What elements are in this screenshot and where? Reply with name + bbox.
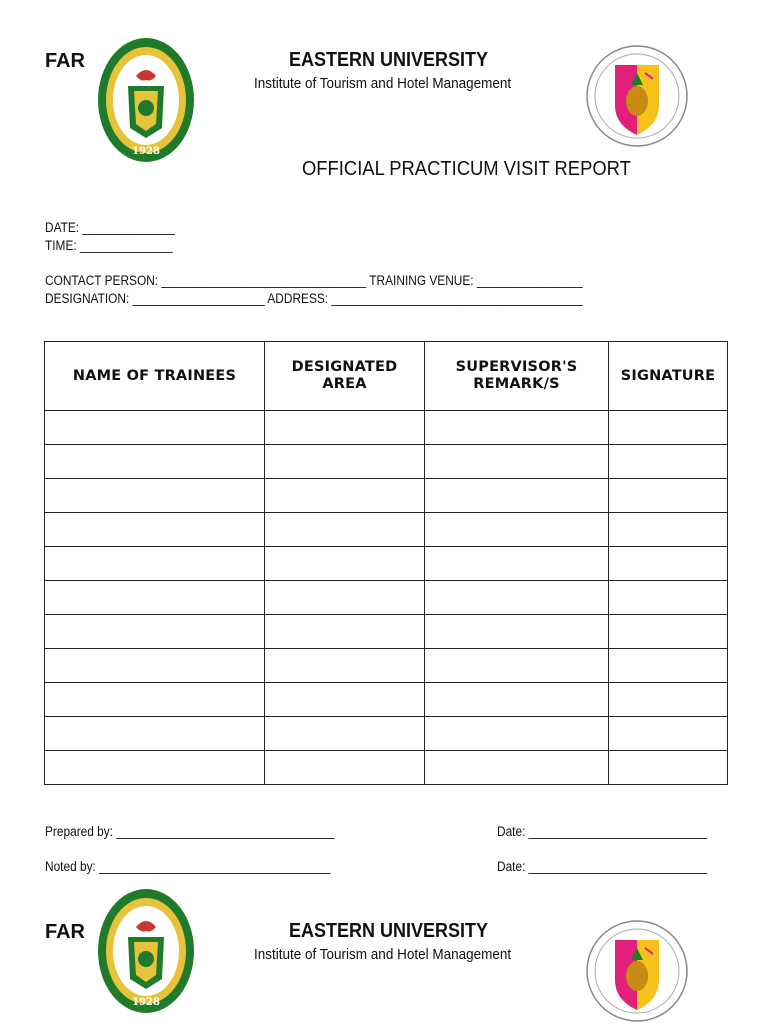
table-cell[interactable] (45, 581, 265, 615)
table-cell[interactable] (609, 411, 728, 445)
table-cell[interactable] (609, 547, 728, 581)
table-cell[interactable] (609, 751, 728, 785)
table-cell[interactable] (265, 513, 425, 547)
table-cell[interactable] (425, 411, 609, 445)
table-cell[interactable] (425, 717, 609, 751)
date-field[interactable]: DATE: ______________ (45, 220, 175, 235)
table-cell[interactable] (425, 615, 609, 649)
report-title: OFFICIAL PRACTICUM VISIT REPORT (302, 158, 631, 180)
table-cell[interactable] (45, 513, 265, 547)
table-cell[interactable] (609, 683, 728, 717)
column-header: SUPERVISOR'S REMARK/S (425, 342, 609, 411)
column-header: DESIGNATED AREA (265, 342, 425, 411)
table-cell[interactable] (425, 547, 609, 581)
table-row (45, 615, 728, 649)
table-cell[interactable] (425, 649, 609, 683)
table-cell[interactable] (265, 547, 425, 581)
table-cell[interactable] (45, 479, 265, 513)
table-row (45, 547, 728, 581)
column-header: SIGNATURE (609, 342, 728, 411)
table-cell[interactable] (45, 615, 265, 649)
table-row (45, 445, 728, 479)
table-cell[interactable] (265, 479, 425, 513)
table-cell[interactable] (425, 751, 609, 785)
table-cell[interactable] (265, 649, 425, 683)
table-cell[interactable] (45, 547, 265, 581)
institute-name-bottom: Institute of Tourism and Hotel Management (254, 946, 512, 963)
table-cell[interactable] (265, 717, 425, 751)
table-cell[interactable] (609, 581, 728, 615)
table-cell[interactable] (45, 411, 265, 445)
table-row (45, 411, 728, 445)
svg-text:1928: 1928 (132, 997, 160, 1008)
table-cell[interactable] (265, 751, 425, 785)
table-row (45, 649, 728, 683)
table-cell[interactable] (45, 683, 265, 717)
ithm-seal-logo-bottom (585, 918, 689, 1024)
designation-field[interactable]: DESIGNATION: ____________________ ADDRESS: ______________________________________ (45, 291, 583, 306)
table-cell[interactable] (45, 717, 265, 751)
table-cell[interactable] (265, 411, 425, 445)
table-header-row (45, 342, 728, 411)
prepared-by-field[interactable]: Prepared by: _________________________________ (45, 824, 335, 839)
table-cell[interactable] (425, 445, 609, 479)
table-cell[interactable] (609, 615, 728, 649)
table-cell[interactable] (425, 683, 609, 717)
table-cell[interactable] (265, 581, 425, 615)
column-header: NAME OF TRAINEES (45, 342, 265, 411)
svg-text:1928: 1928 (132, 146, 160, 157)
table-cell[interactable] (265, 615, 425, 649)
table-cell[interactable] (45, 751, 265, 785)
table-cell[interactable] (45, 649, 265, 683)
prepared-date-field[interactable]: Date: ___________________________ (497, 824, 708, 839)
table-cell[interactable] (45, 445, 265, 479)
table-row (45, 751, 728, 785)
feu-seal-logo (96, 36, 196, 164)
table-row (45, 479, 728, 513)
noted-by-field[interactable]: Noted by: ___________________________________ (45, 859, 331, 874)
university-name-bottom: EASTERN UNIVERSITY (289, 920, 489, 942)
table-cell[interactable] (425, 513, 609, 547)
table-cell[interactable] (609, 717, 728, 751)
table-row (45, 581, 728, 615)
table-cell[interactable] (425, 581, 609, 615)
ithm-seal-logo (585, 43, 689, 149)
table-row (45, 683, 728, 717)
table-cell[interactable] (609, 445, 728, 479)
table-cell[interactable] (425, 479, 609, 513)
institute-name: Institute of Tourism and Hotel Management (254, 75, 512, 92)
university-name: EASTERN UNIVERSITY (289, 49, 489, 71)
table-cell[interactable] (265, 683, 425, 717)
table-cell[interactable] (609, 649, 728, 683)
far-label: FAR (45, 50, 85, 72)
far-label-bottom: FAR (45, 921, 85, 943)
table-row (45, 717, 728, 751)
trainees-table (44, 341, 728, 785)
noted-date-field[interactable]: Date: ___________________________ (497, 859, 708, 874)
feu-seal-logo-bottom (96, 887, 196, 1015)
table-cell[interactable] (609, 479, 728, 513)
table-row (45, 513, 728, 547)
table-cell[interactable] (609, 513, 728, 547)
table-cell[interactable] (265, 445, 425, 479)
contact-person-field[interactable]: CONTACT PERSON: _______________________________ TRAINING VENUE: ________________ (45, 273, 583, 288)
time-field[interactable]: TIME: ______________ (45, 238, 173, 253)
